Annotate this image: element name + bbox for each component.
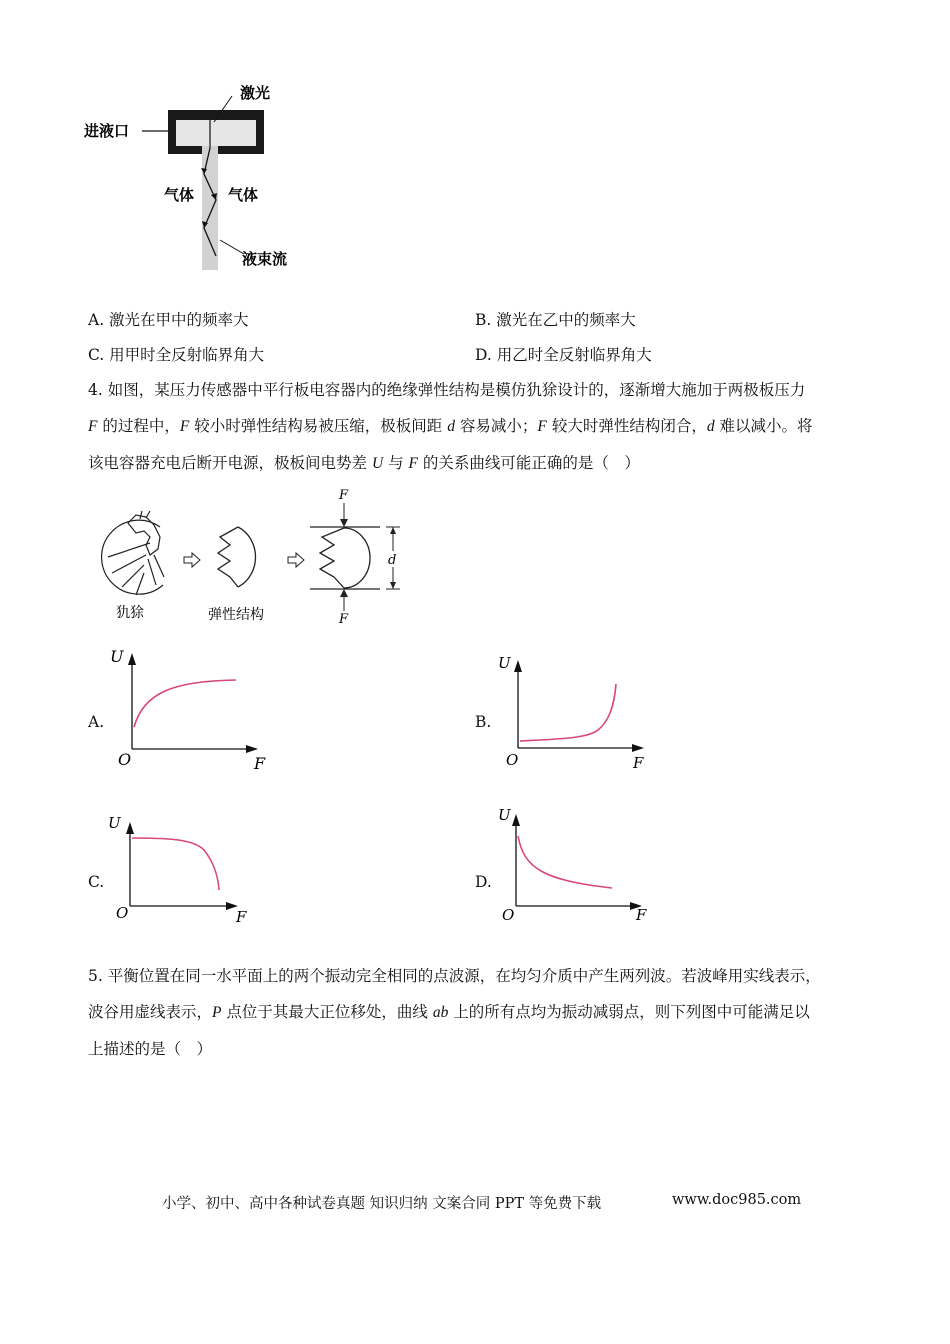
x-label: F <box>633 754 644 772</box>
q4-line-1: 4. 如图，某压力传感器中平行板电容器内的绝缘弹性结构是模仿犰狳设计的，逐渐增大施加于两极板压力 <box>88 381 806 399</box>
graph-d-option: D. <box>475 873 492 891</box>
origin-label: O <box>502 906 515 924</box>
elastic-structure <box>218 527 256 587</box>
q3-option-c: C. 用甲时全反射临界角大 <box>88 346 265 364</box>
question-5-stem <box>88 958 868 1067</box>
label-gas-right: 气体 <box>228 186 259 204</box>
var-d: d <box>706 418 715 435</box>
text: 上的所有点均为振动减弱点，则下列图中可能满足以 <box>448 1003 810 1021</box>
y-label: U <box>108 814 121 832</box>
origin-label: O <box>116 904 129 922</box>
q5-line-1: 5. 平衡位置在同一水平面上的两个振动完全相同的点波源，在均匀介质中产生两列波。若波峰用实线表示， <box>88 967 821 985</box>
label-inlet: 进液口 <box>84 122 130 140</box>
var-F: F <box>88 418 98 435</box>
q4-line-2 <box>88 408 868 445</box>
label-d: d <box>388 553 397 568</box>
y-label: U <box>498 654 511 672</box>
y-label: U <box>498 806 511 824</box>
text: 的过程中， <box>97 417 180 435</box>
graph-a <box>104 645 284 775</box>
x-label: F <box>636 906 647 924</box>
y-label: U <box>110 647 124 666</box>
text: 与 <box>383 454 409 472</box>
text: 容易减小； <box>454 417 538 435</box>
label-F-top: F <box>339 488 349 503</box>
label-stream: 液束流 <box>242 250 288 268</box>
text: 较大时弹性结构闭合， <box>546 417 707 435</box>
graph-a-option: A. <box>88 713 105 731</box>
text: 难以减小。将 <box>714 417 813 435</box>
text: 的关系曲线可能正确的是（ ） <box>417 454 640 472</box>
q3-option-d: D. 用乙时全反射临界角大 <box>475 346 652 364</box>
label-laser: 激光 <box>240 84 271 102</box>
q5-line-3: 上描述的是（ ） <box>88 1040 213 1058</box>
graph-c <box>104 810 264 928</box>
curve <box>132 838 219 890</box>
text: 点位于其最大正位移处，曲线 <box>221 1003 433 1021</box>
var-F: F <box>408 455 418 472</box>
origin-label: O <box>506 751 519 769</box>
graph-b-option: B. <box>475 713 492 731</box>
label-F-bottom: F <box>339 612 349 627</box>
arrow-right-icon <box>288 553 304 567</box>
laser-jet-figure <box>80 78 300 278</box>
stream-pointer <box>220 240 244 254</box>
x-label: F <box>254 754 266 773</box>
footer-site-link[interactable]: www.doc985.com <box>672 1192 802 1208</box>
var-P: P <box>212 1004 222 1021</box>
q5-line-2 <box>88 994 868 1031</box>
question-4-stem <box>88 372 868 482</box>
armadillo-capacitor-figure <box>88 485 428 630</box>
graph-d <box>492 802 662 928</box>
text: 该电容器充电后断开电源，极板间电势差 <box>88 454 372 472</box>
origin-label: O <box>118 750 132 769</box>
x-label: F <box>236 908 247 926</box>
text: 较小时弹性结构易被压缩，极板间距 <box>189 417 448 435</box>
footer-text: 小学、初中、高中各种试卷真题 知识归纳 文案合同 PPT 等免费下载 <box>162 1196 602 1212</box>
q3-option-a: A. 激光在甲中的频率大 <box>88 311 249 329</box>
var-ab: ab <box>432 1004 449 1021</box>
curve <box>134 680 236 727</box>
compressed-elastic <box>320 528 370 588</box>
armadillo-drawing <box>102 511 164 595</box>
var-U: U <box>371 455 384 472</box>
curve <box>520 684 616 741</box>
graph-b <box>492 650 672 775</box>
graph-c-option: C. <box>88 873 105 891</box>
text: 波谷用虚线表示， <box>88 1003 213 1021</box>
var-F: F <box>537 418 547 435</box>
q3-option-b: B. 激光在乙中的频率大 <box>475 311 636 329</box>
label-elastic-structure: 弹性结构 <box>208 607 264 623</box>
curve <box>518 836 612 888</box>
liquid-stream <box>202 146 218 270</box>
var-F: F <box>179 418 190 435</box>
q4-line-3 <box>88 445 868 482</box>
var-d: d <box>447 418 455 435</box>
label-armadillo: 犰狳 <box>116 605 144 621</box>
chamber-inner <box>176 120 256 146</box>
arrow-right-icon <box>184 553 200 567</box>
label-gas-left: 气体 <box>164 186 195 204</box>
